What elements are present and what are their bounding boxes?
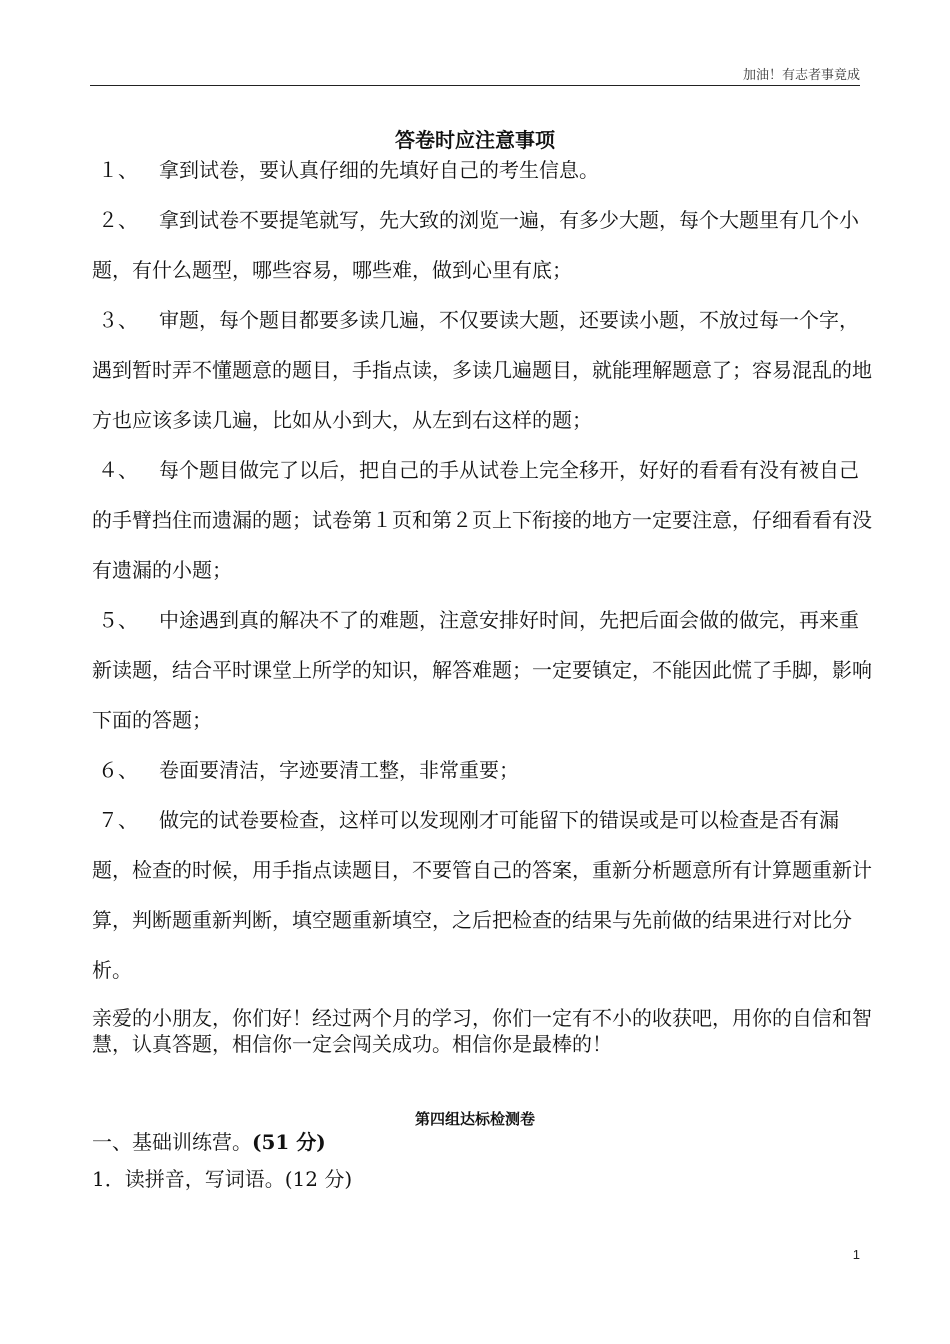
notice-item [92,295,872,445]
notice-item-text: 审题，每个题目都要多读几遍，不仅要读大题，还要读小题，不放过每一个字，遇到暂时弄不懂题意的题目，手指点读，多读几遍题目，就能理解题意了；容易混乱的地方也应该多读几遍，比如从小到大，从左到右这样的题； [92,308,872,432]
notice-item-number: ３、 [98,308,138,332]
notice-list [92,145,872,995]
header-motto: 加油！有志者事竟成 [742,68,860,83]
section-label: 一、基础训练营。 [92,1130,252,1154]
notice-item-text: 做完的试卷要检查，这样可以发现刚才可能留下的错误或是可以检查是否有漏题，检查的时候，用手指点读题目，不要管自己的答案，重新分析题意所有计算题重新计算，判断题重新判断，填空题重新填空，之后把检查的结果与先前做的结果进行对比分析。 [92,808,872,982]
question-label: 1．读拼音，写词语。 [92,1167,285,1191]
notice-item-number: ２、 [98,208,138,232]
notice-item-number: １、 [98,158,138,182]
question-score: (12 分) [284,1167,353,1191]
notice-item-number: ７、 [98,808,138,832]
notice-item [92,595,872,745]
notice-item [92,145,872,195]
notice-item [92,445,872,595]
greeting-paragraph: 亲爱的小朋友，你们好！经过两个月的学习，你们一定有不小的收获吧，用你的自信和智慧，认真答题，相信你一定会闯关成功。相信你是最棒的！ [92,1006,872,1056]
notice-item-number: ４、 [98,458,138,482]
question-heading [92,1165,352,1193]
notice-item-number: ５、 [98,608,138,632]
notice-item-number: ６、 [98,758,138,782]
notice-item-text: 卷面要清洁，字迹要清工整，非常重要； [159,758,519,782]
notice-item-text: 拿到试卷，要认真仔细的先填好自己的考生信息。 [159,158,599,182]
section-score: (51 分) [252,1130,326,1154]
notice-item-text: 每个题目做完了以后，把自己的手从试卷上完全移开，好好的看看有没有被自己的手臂挡住而遗漏的题；试卷第１页和第２页上下衔接的地方一定要注意，仔细看看有没有遗漏的小题； [92,458,872,582]
notice-item [92,745,872,795]
notice-item-text: 中途遇到真的解决不了的难题，注意安排好时间，先把后面会做的做完，再来重新读题，结合平时课堂上所学的知识，解答难题；一定要镇定，不能因此慌了手脚，影响下面的答题； [92,608,872,732]
notice-item [92,795,872,995]
notice-title: 答卷时应注意事项 [395,128,555,152]
section-heading [92,1128,326,1156]
exam-title: 第四组达标检测卷 [414,1110,535,1128]
notice-item-text: 拿到试卷不要提笔就写，先大致的浏览一遍，有多少大题，每个大题里有几个小题，有什么题型，哪些容易，哪些难，做到心里有底； [92,208,859,282]
header-divider [90,85,860,86]
notice-item [92,195,872,295]
page-number: 1 [852,1247,860,1262]
